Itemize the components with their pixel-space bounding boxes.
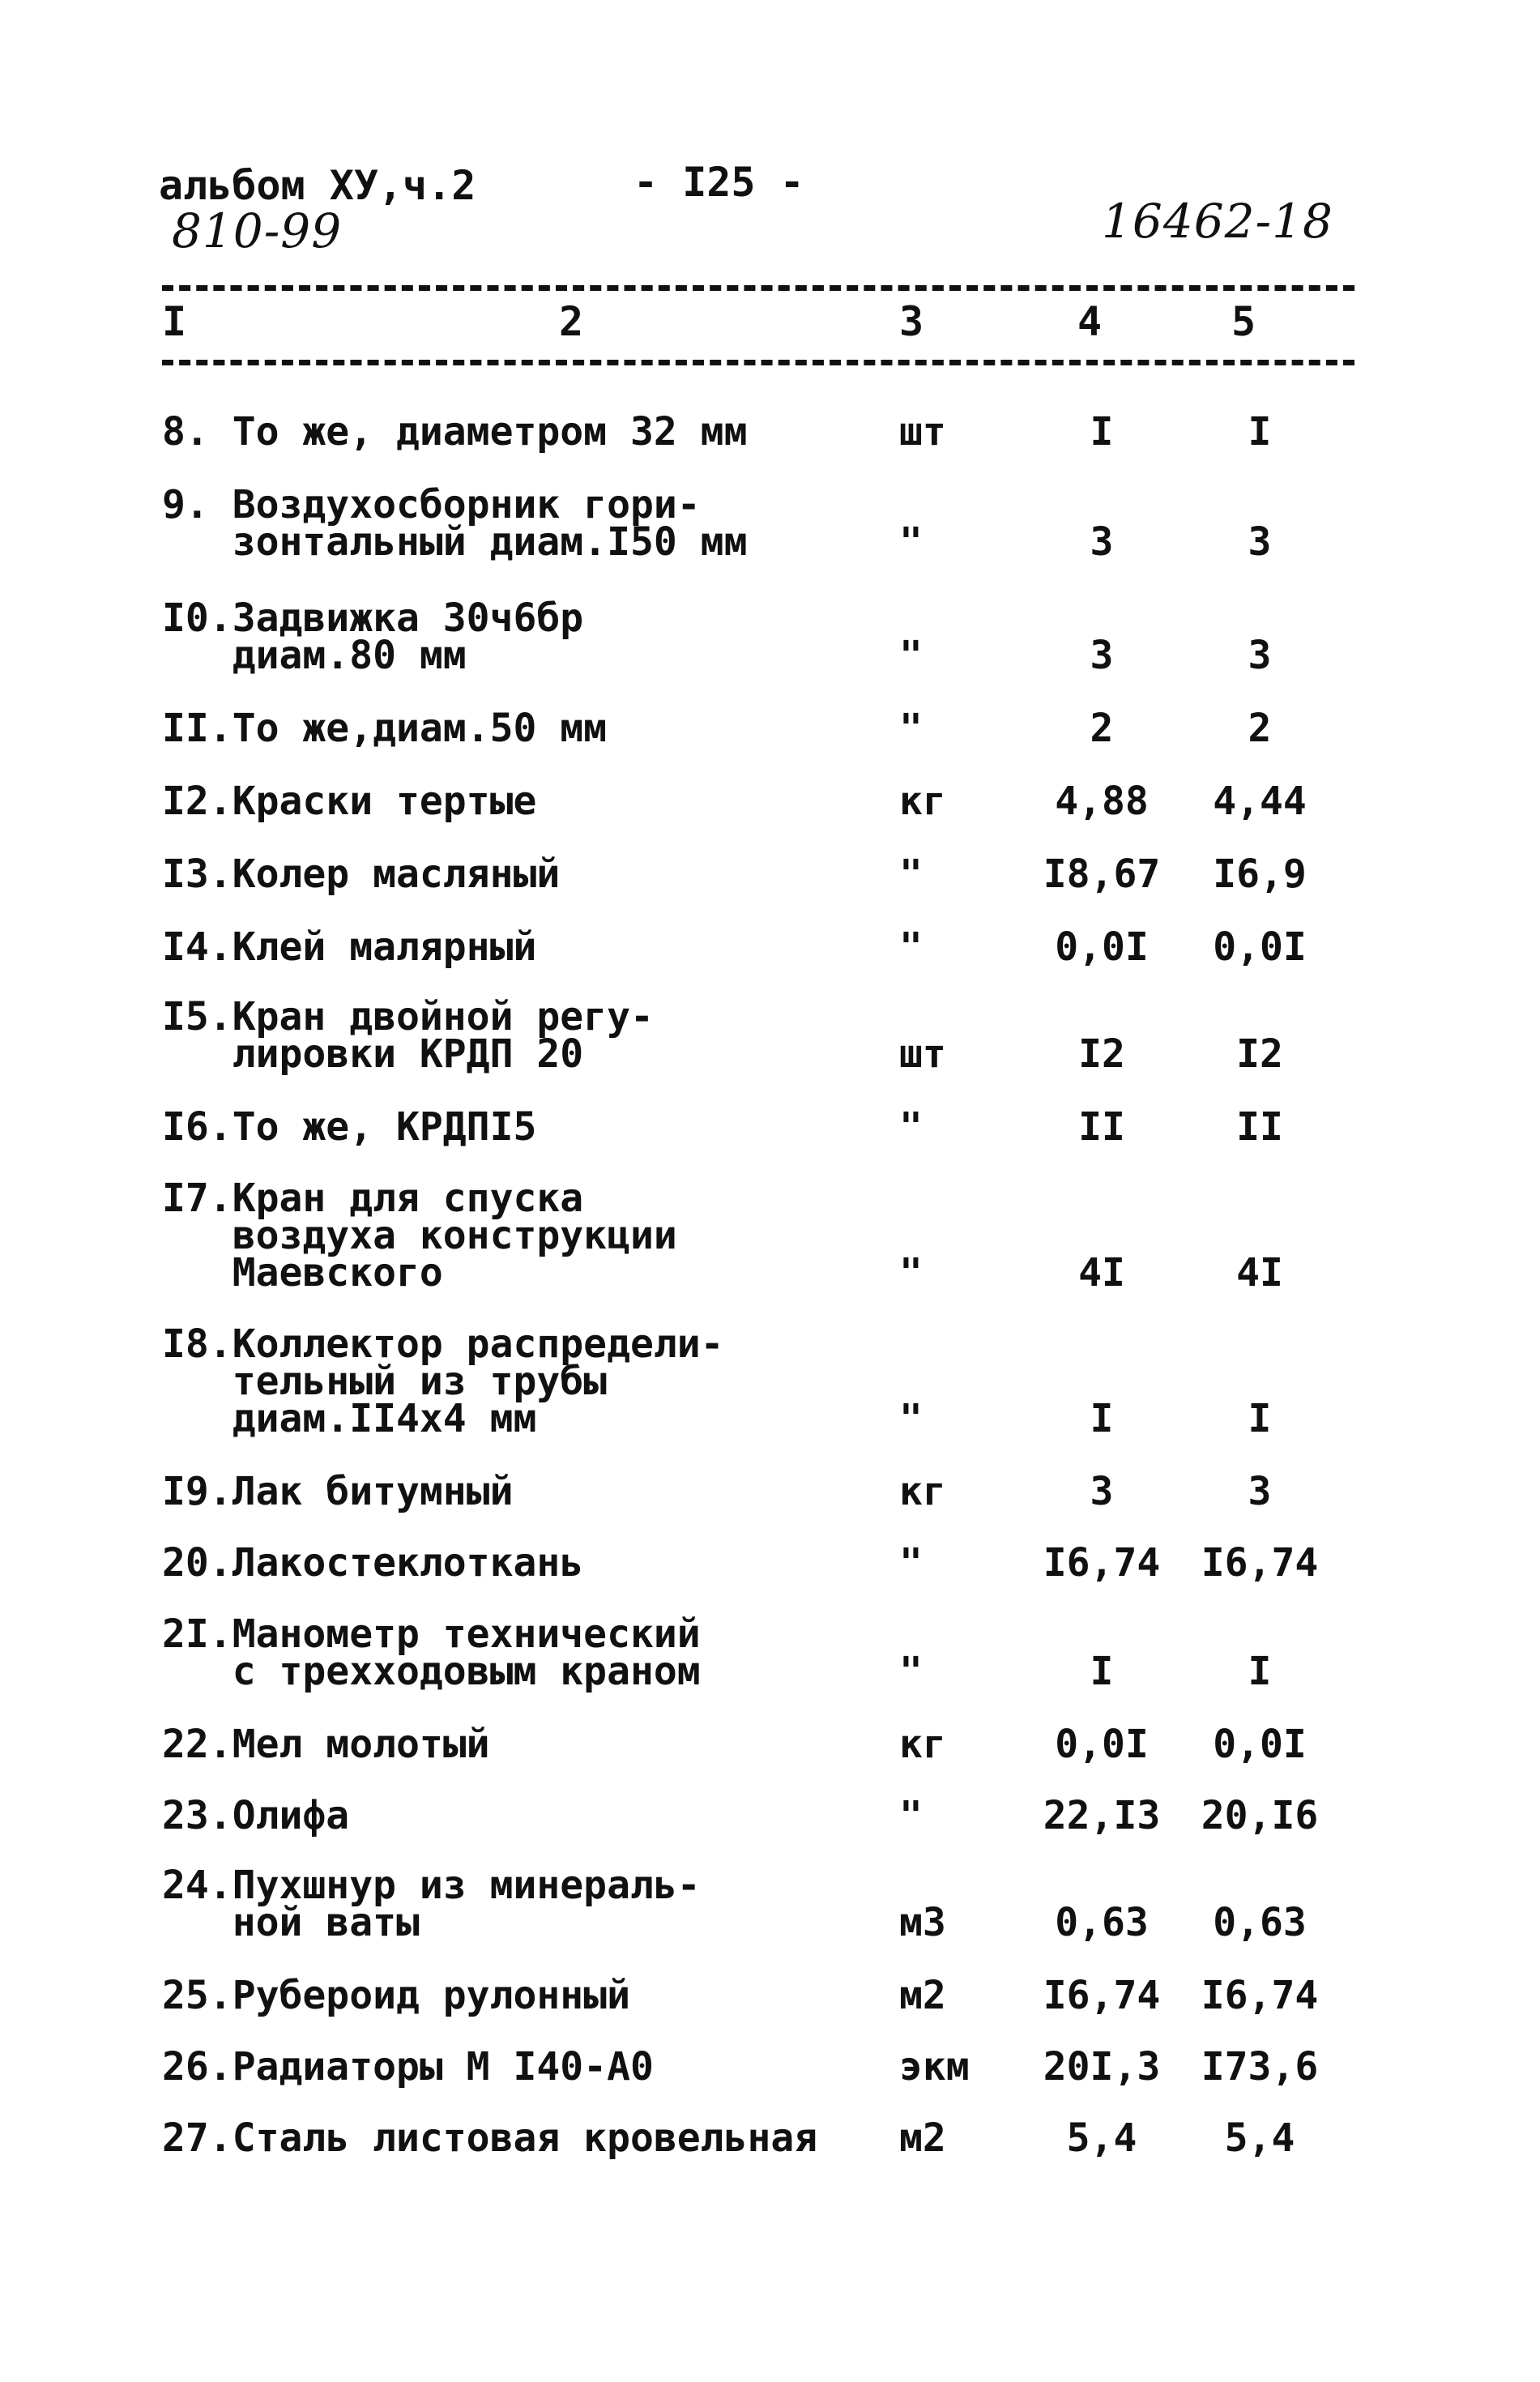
item-name: 23.Олифа	[162, 1793, 350, 1838]
column-header-4: 4	[1077, 298, 1103, 345]
item-name: 25.Рубероид рулонный	[162, 1973, 630, 2018]
top-dashed-rule	[162, 285, 1354, 291]
item-unit: "	[899, 1396, 923, 1441]
item-unit: шт	[899, 1031, 946, 1077]
item-name: I4.Клей малярный	[162, 924, 537, 970]
item-unit: "	[899, 1250, 923, 1296]
item-qty-col4: 0,63	[1055, 1900, 1149, 1945]
column-header-3: 3	[899, 298, 924, 345]
column-header-1: I	[162, 298, 187, 345]
item-unit: м3	[899, 1900, 946, 1945]
item-unit: "	[899, 633, 923, 678]
item-unit: "	[899, 519, 923, 565]
item-unit: м2	[899, 1973, 946, 2018]
handwritten-left-number: 810-99	[172, 203, 343, 258]
item-name: I0.Задвижка 30ч6бр диам.80 мм	[162, 596, 584, 678]
item-qty-col4: I	[1090, 409, 1114, 455]
item-qty-col5: I6,74	[1201, 1540, 1319, 1586]
item-qty-col5: I6,74	[1201, 1973, 1319, 2018]
item-name: 27.Сталь листовая кровельная	[162, 2115, 818, 2161]
item-name: 20.Лакостеклоткань	[162, 1540, 584, 1586]
column-header-5: 5	[1231, 298, 1256, 345]
item-qty-col4: I	[1090, 1396, 1114, 1441]
item-qty-col5: 0,0I	[1213, 924, 1307, 970]
item-qty-col4: 3	[1090, 519, 1114, 565]
item-qty-col5: 0,0I	[1213, 1722, 1307, 1767]
item-name: 9. Воздухосборник гори- зонтальный диам.I50 мм	[162, 482, 748, 565]
item-name: I6.То же, КРДПI5	[162, 1104, 537, 1150]
item-qty-col5: 3	[1248, 1469, 1272, 1514]
item-qty-col4: I6,74	[1043, 1540, 1161, 1586]
item-qty-col5: 2	[1248, 706, 1272, 751]
item-name: I2.Краски тертые	[162, 779, 537, 824]
album-reference: альбом ХУ,ч.2	[159, 162, 476, 209]
item-qty-col5: 4I	[1236, 1250, 1283, 1296]
item-name: I5.Кран двойной регу- лировки КРДП 20	[162, 994, 654, 1077]
item-name: II.То же,диам.50 мм	[162, 706, 608, 751]
item-name: I9.Лак битумный	[162, 1469, 514, 1514]
item-qty-col4: 20I,3	[1043, 2044, 1161, 2090]
item-qty-col4: I8,67	[1043, 852, 1161, 897]
item-qty-col4: 2	[1090, 706, 1114, 751]
item-name: I3.Колер масляный	[162, 852, 561, 897]
item-qty-col5: I	[1248, 1649, 1272, 1694]
item-unit: кг	[899, 1722, 946, 1767]
item-qty-col5: 4,44	[1213, 779, 1307, 824]
item-unit: "	[899, 924, 923, 970]
item-qty-col4: II	[1078, 1104, 1125, 1150]
item-name: I8.Коллектор распредели- тельный из трубы диам.II4х4 мм	[162, 1321, 724, 1441]
item-qty-col4: I2	[1078, 1031, 1125, 1077]
item-name: 24.Пухшнур из минераль- ной ваты	[162, 1863, 701, 1945]
item-unit: "	[899, 1649, 923, 1694]
column-header-2: 2	[559, 298, 584, 345]
item-name: I7.Кран для спуска воздуха конструкции Маевского	[162, 1176, 677, 1296]
item-unit: кг	[899, 779, 946, 824]
item-qty-col4: I	[1090, 1649, 1114, 1694]
item-qty-col4: 3	[1090, 633, 1114, 678]
item-qty-col4: 4I	[1078, 1250, 1125, 1296]
header-bottom-dashed-rule	[162, 360, 1354, 365]
item-qty-col5: II	[1236, 1104, 1283, 1150]
item-qty-col4: 5,4	[1066, 2115, 1137, 2161]
item-qty-col5: I	[1248, 409, 1272, 455]
item-qty-col5: 20,I6	[1201, 1793, 1319, 1838]
item-name: 22.Мел молотый	[162, 1722, 490, 1767]
item-qty-col5: 3	[1248, 519, 1272, 565]
item-unit: "	[899, 852, 923, 897]
item-name: 8. То же, диаметром 32 мм	[162, 409, 748, 455]
item-unit: кг	[899, 1469, 946, 1514]
item-unit: "	[899, 1540, 923, 1586]
item-unit: м2	[899, 2115, 946, 2161]
item-qty-col5: I6,9	[1213, 852, 1307, 897]
item-qty-col4: 4,88	[1055, 779, 1149, 824]
item-unit: "	[899, 706, 923, 751]
item-qty-col5: 0,63	[1213, 1900, 1307, 1945]
item-unit: шт	[899, 409, 946, 455]
item-qty-col5: 5,4	[1224, 2115, 1295, 2161]
item-qty-col4: 0,0I	[1055, 1722, 1149, 1767]
item-qty-col5: I	[1248, 1396, 1272, 1441]
item-qty-col4: 3	[1090, 1469, 1114, 1514]
item-qty-col4: I6,74	[1043, 1973, 1161, 2018]
item-name: 2I.Манометр технический с трехходовым краном	[162, 1611, 701, 1694]
item-qty-col5: I73,6	[1201, 2044, 1319, 2090]
item-unit: экм	[899, 2044, 970, 2090]
item-unit: "	[899, 1104, 923, 1150]
handwritten-right-number: 16462-18	[1102, 194, 1333, 249]
item-qty-col4: 22,I3	[1043, 1793, 1161, 1838]
item-name: 26.Радиаторы М I40-А0	[162, 2044, 654, 2090]
item-qty-col5: 3	[1248, 633, 1272, 678]
item-qty-col4: 0,0I	[1055, 924, 1149, 970]
item-unit: "	[899, 1793, 923, 1838]
item-qty-col5: I2	[1236, 1031, 1283, 1077]
page-number: - I25 -	[633, 159, 804, 206]
